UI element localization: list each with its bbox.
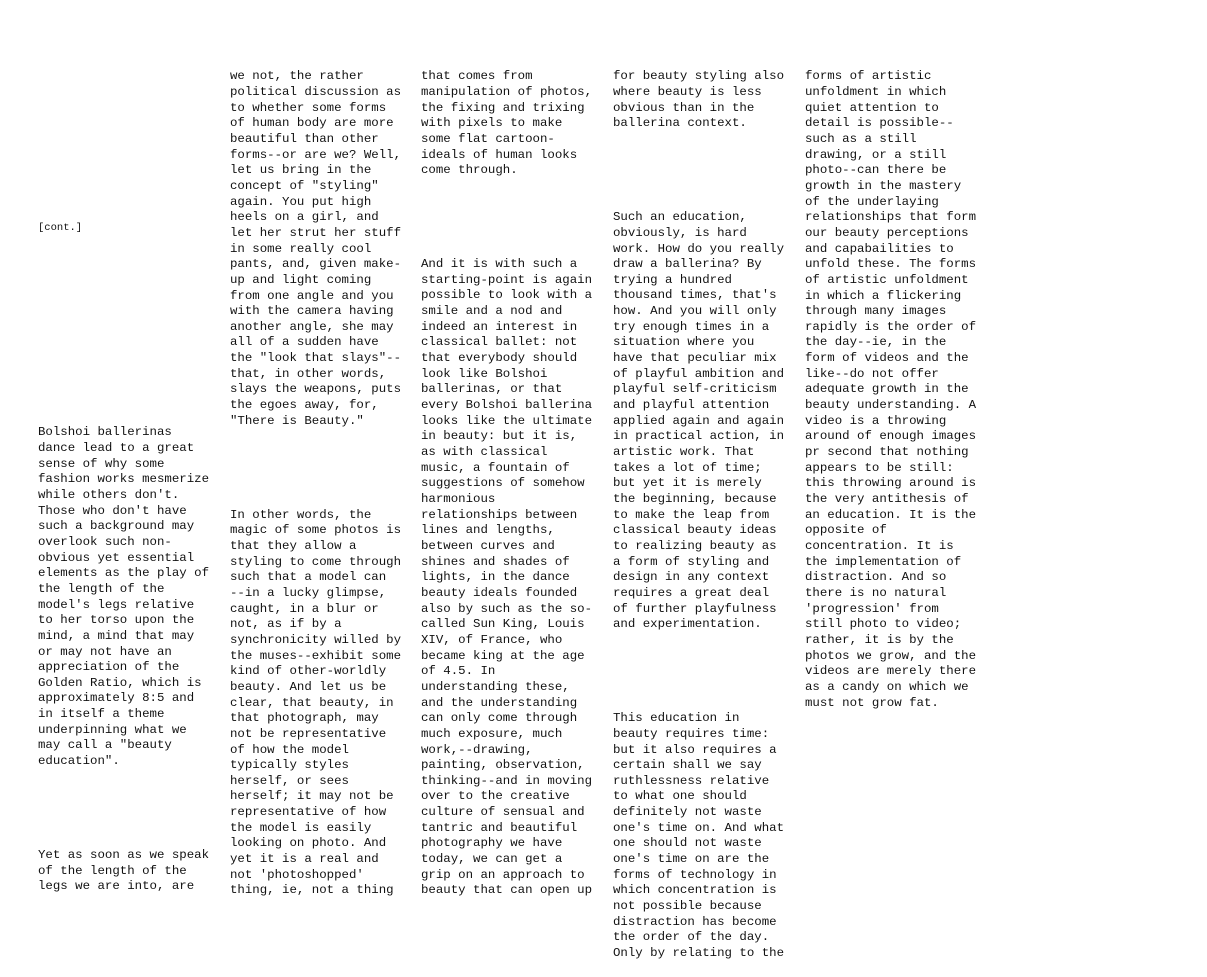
column-3 xyxy=(421,38,599,915)
paragraph: forms of artistic unfoldment in which quiet attention to detail is possible-- such as a still drawing, or a still photo--can there be growth in the mastery of the underlaying relationships that form our beauty perceptions and capabailities to unfold these. The forms of artistic unfoldment in which a flickering through many images rapidly is the order of the day--ie, in the form of videos and the like--do not offer adequate growth in the beauty understanding. A video is a throwing around of enough images pr second that nothing appears to be still: this throwing around is the very antithesis of an education. It is the opposite of concentration. It is the implementation of distraction. And so there is no natural 'progression' from still photo to video; rather, it is by the photos we grow, and the videos are merely there as a candy on which we must not grow fat. xyxy=(805,69,977,710)
paragraph: This education in beauty requires time: but it also requires a certain shall we say ruthlessness relative to what one should definitely not waste one's time on. And what one should not waste one's time on are the forms of technology in which concentration is not possible because distraction has become the order of the day. Only by relating to the xyxy=(613,711,785,961)
column-2 xyxy=(230,38,408,915)
column-4 xyxy=(613,38,791,977)
continued-marker: [cont.] xyxy=(38,222,83,234)
paragraph: Yet as soon as we speak of the length of the legs we are into, are xyxy=(38,848,210,894)
paragraph: for beauty styling also where beauty is less obvious than in the ballerina context. xyxy=(613,69,785,131)
column-1-text xyxy=(38,394,216,926)
paragraph: And it is with such a starting-point is again possible to look with a smile and a nod and indeed an interest in classical ballet: not that everybody should look like Bolshoi ballerinas, or that every Bolshoi ballerina looks like the ultimate in beauty: but it is, as with classical music, a fountain of suggestions of somehow harmonious relationships between lines and lengths, between curves and shines and shades of lights, in the dance beauty ideals founded also by such as the so- called Sun King, Louis XIV, of France, who became king at the age of 4.5. In understanding these, and the understanding can only come through much exposure, much work,--drawing, painting, observation, thinking--and in moving over to the creative culture of sensual and tantric and beautiful photography we have today, we can get a grip on an approach to beauty that can open up xyxy=(421,257,593,898)
paragraph: we not, the rather political discussion as to whether some forms of human body are more beautiful than other forms--or are we? Well, let us bring in the concept of "styling" again. You put high heels on a girl, and let her strut her stuff in some really cool pants, and, given make- up and light coming from one angle and you with the camera having another angle, she may all of a sudden have the "look that slays"-- that, in other words, slays the weapons, puts the egoes away, for, "There is Beauty." xyxy=(230,69,402,428)
column-1 xyxy=(38,0,216,894)
paragraph: that comes from manipulation of photos, the fixing and trixing with pixels to make some flat cartoon- ideals of human looks come through. xyxy=(421,69,593,178)
paragraph: Such an education, obviously, is hard work. How do you really draw a ballerina? By trying a hundred thousand times, that's how. And you will only try enough times in a situation where you have that peculiar mix of playful ambition and playful self-criticism and playful attention applied again and again in practical action, in artistic work. That takes a lot of time; but yet it is merely the beginning, because to make the leap from classical beauty ideas to realizing beauty as a form of styling and design in any context requires a great deal of further playfulness and experimentation. xyxy=(613,210,785,632)
paragraph: In other words, the magic of some photos is that they allow a styling to come through such that a model can --in a lucky glimpse, caught, in a blur or not, as if by a synchronicity willed by the muses--exhibit some kind of other-worldly beauty. And let us be clear, that beauty, in that photograph, may not be representative of how the model typically styles herself, or sees herself; it may not be representative of how the model is easily looking on photo. And yet it is a real and not 'photoshopped' thing, ie, not a thing xyxy=(230,507,402,898)
column-5 xyxy=(805,38,983,727)
paragraph: Bolshoi ballerinas dance lead to a great sense of why some fashion works mesmerize while others don't. Those who don't have such a background may overlook such non- obvious yet essential elements as the play of the length of the model's legs relative to her torso upon the mind, a mind that may or may not have an appreciation of the Golden Ratio, which is approximately 8:5 and in itself a theme underpinning what we may call a "beauty education". xyxy=(38,425,210,769)
